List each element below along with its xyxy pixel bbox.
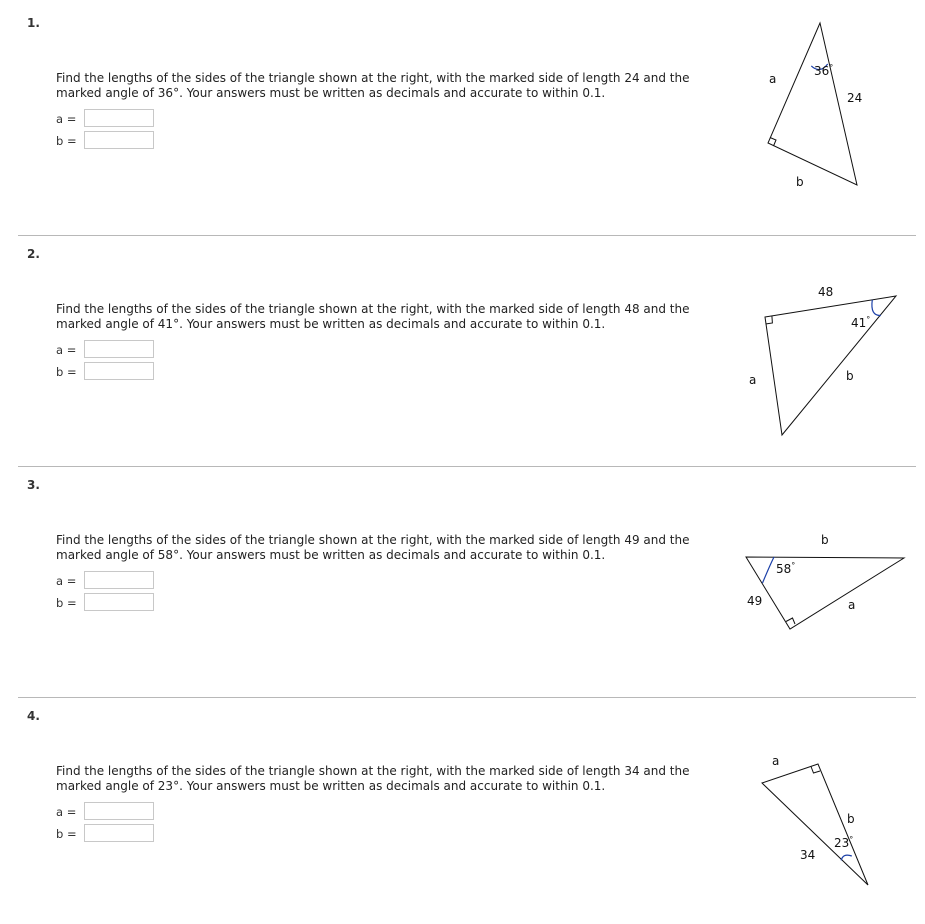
right-angle-marker [786,618,795,624]
question-number: 3. [27,478,40,492]
triangle [768,23,857,185]
triangle-figure [0,693,925,924]
question-prompt: Find the lengths of the sides of the triangle shown at the right, with the marked side of length 24 and the marked angle of 36°. Your answers must be written as decimals and accurate to within 0.1. [56,71,690,100]
triangle-figure [0,0,925,231]
triangle-figure [0,462,925,693]
angle-value: 23° [834,835,854,850]
question-prompt: Find the lengths of the sides of the triangle shown at the right, with the marked side of length 49 and the marked angle of 58°. Your answers must be written as decimals and accurate to within 0.1. [56,533,690,562]
side-length-label: 34 [800,848,816,862]
side-a-label: a [769,72,777,86]
side-a-label: a [772,754,780,768]
side-b-label: b [821,533,829,547]
question-number: 2. [27,247,40,261]
side-b-label: b [846,369,854,383]
angle-arc [872,300,881,316]
answer-label-a: a = [56,112,77,126]
answer-label-b: b = [56,827,77,841]
question-3 [0,462,925,693]
answer-label-a: a = [56,343,77,357]
side-b-label: b [847,812,855,826]
side-length-label: 24 [847,91,863,105]
question-prompt: Find the lengths of the sides of the triangle shown at the right, with the marked side of length 34 and the marked angle of 23°. Your answers must be written as decimals and accurate to within 0.1. [56,764,690,793]
question-4 [0,693,925,924]
answer-label-b: b = [56,134,77,148]
angle-arc [841,855,852,860]
question-prompt: Find the lengths of the sides of the triangle shown at the right, with the marked side of length 48 and the marked angle of 41°. Your answers must be written as decimals and accurate to within 0.1. [56,302,690,331]
angle-value: 36° [814,63,834,78]
question-number: 1. [27,16,40,30]
question-2 [0,231,925,462]
angle-value: 41° [851,315,871,330]
question-number: 4. [27,709,40,723]
triangle [765,296,896,435]
triangle [746,557,904,629]
answer-label-b: b = [56,596,77,610]
right-angle-marker [811,767,820,774]
answer-label-a: a = [56,574,77,588]
answer-label-a: a = [56,805,77,819]
side-length-label: 48 [818,285,834,299]
side-length-label: 49 [747,594,763,608]
triangle-figure [0,231,925,462]
answer-label-b: b = [56,365,77,379]
angle-arc [763,557,775,583]
angle-value: 58° [776,561,796,576]
question-1 [0,0,925,231]
side-b-label: b [796,175,804,189]
side-a-label: a [848,598,856,612]
side-a-label: a [749,373,757,387]
